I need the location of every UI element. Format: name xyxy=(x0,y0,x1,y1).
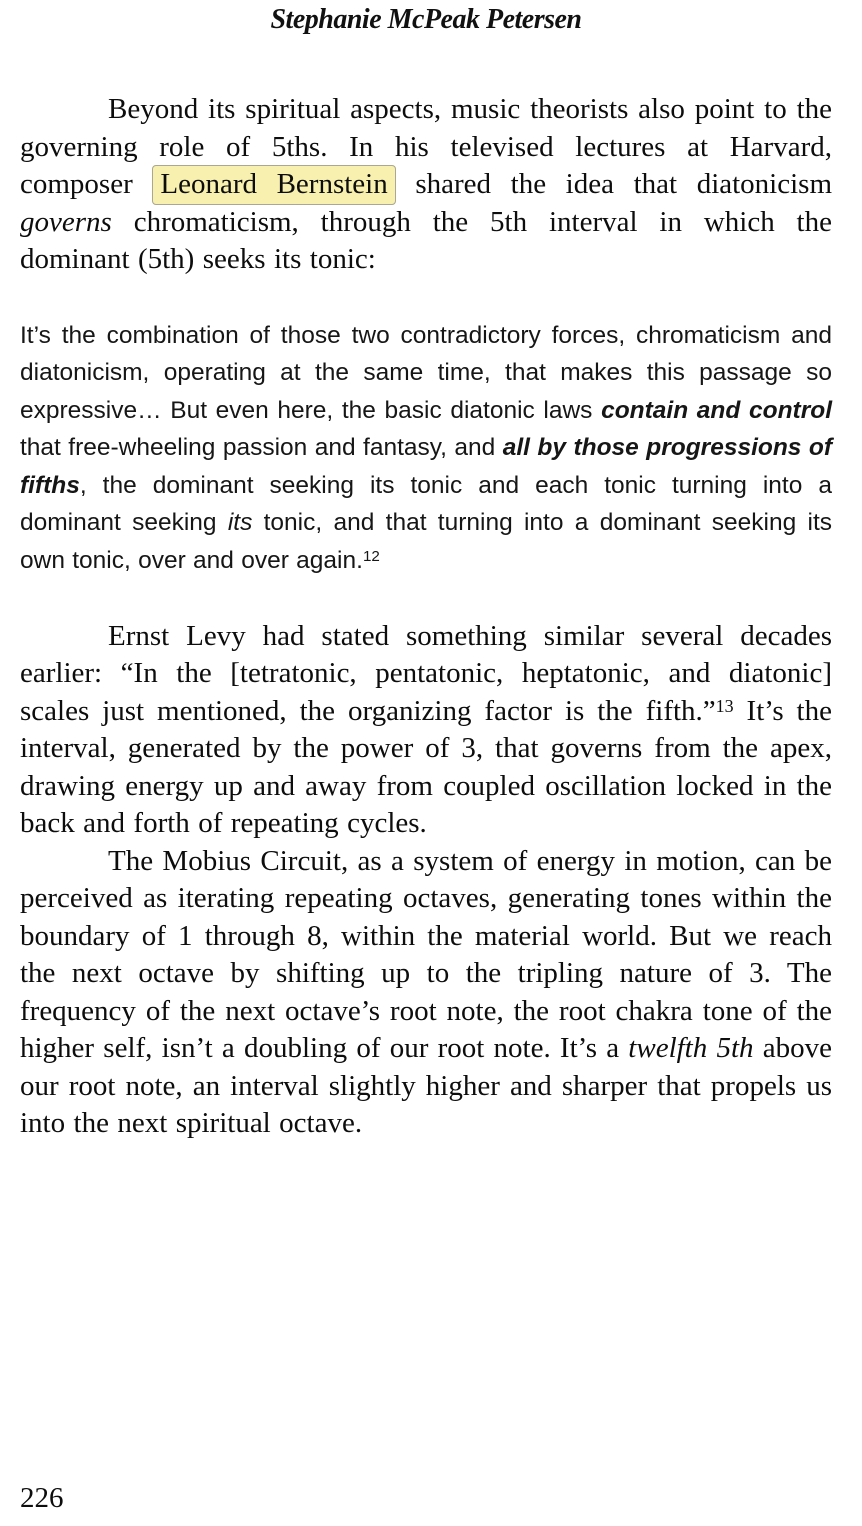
page-number: 226 xyxy=(20,1482,64,1514)
quote-text: that free-wheeling passion and fantasy, and xyxy=(20,434,503,462)
paragraph-text: The Mobius Circuit, as a system of energy in motion, can be perceived as iterating repeating octaves, generating tones within the boundary of 1 through 8, within the material world. But we reach the next octave by shifting up to the tripling nature of 3. The frequency of the next octave’s root note, the root chakra tone of the higher self, isn’t a doubling of our root note. It’s a xyxy=(20,844,832,1065)
paragraph-text: It’s the interval, generated by the power of 3, that governs from the apex, drawing energy up and away from coupled oscillation locked in the back and forth of repeating cycles. xyxy=(20,694,832,840)
quote-text: It’s the combination of those two contradictory forces, chromaticism and diatonicism, operating at the same time, that makes this passage so expressive… But even here, the basic diatonic laws xyxy=(20,321,832,424)
paragraph-text: shared the idea that diatonicism xyxy=(395,168,833,200)
paragraph-text: Beyond its spiritual aspects, music theorists also point to the governing role of 5ths. In his televised lectures at Harvard, composer xyxy=(20,93,832,200)
footnote-ref-13[interactable]: 13 xyxy=(715,695,734,716)
quote-text: tonic, and that turning into a dominant seeking its own tonic, over and over again. xyxy=(20,509,833,575)
italic-governs: governs xyxy=(20,205,112,238)
paragraph-text: above our root note, an interval slightly higher and sharper that propels us into the next spiritual octave. xyxy=(20,1032,832,1140)
paragraph-text: chromaticism, through the 5th interval in which the dominant (5th) seeks its tonic: xyxy=(20,205,832,275)
italic-twelfth-5th: twelfth 5th xyxy=(628,1032,754,1065)
leonard-bernstein-link[interactable]: Leonard Bernstein xyxy=(152,165,395,205)
paragraph-ernst-levy xyxy=(20,618,832,843)
paragraph-text: Ernst Levy had stated something similar several decades earlier: “In the [tetratonic, pentatonic, heptatonic, and diatonic] scales just mentioned, the organizing factor is the fifth.” xyxy=(20,619,832,727)
paragraph-mobius-circuit xyxy=(20,843,832,1143)
footnote-ref-12[interactable]: 12 xyxy=(362,548,380,566)
bernstein-blockquote xyxy=(20,317,832,580)
running-header: Stephanie McPeak Petersen xyxy=(270,4,582,35)
paragraph-beyond-spiritual xyxy=(20,91,832,279)
quote-bold-contain-and-control: contain and control xyxy=(601,396,833,424)
quote-bold-progressions-of-fifths: all by those progressions of fifths xyxy=(20,434,832,499)
quote-text: , the dominant seeking its tonic and each tonic turning into a dominant seeking xyxy=(20,471,832,537)
quote-italic-its: its xyxy=(227,509,253,537)
